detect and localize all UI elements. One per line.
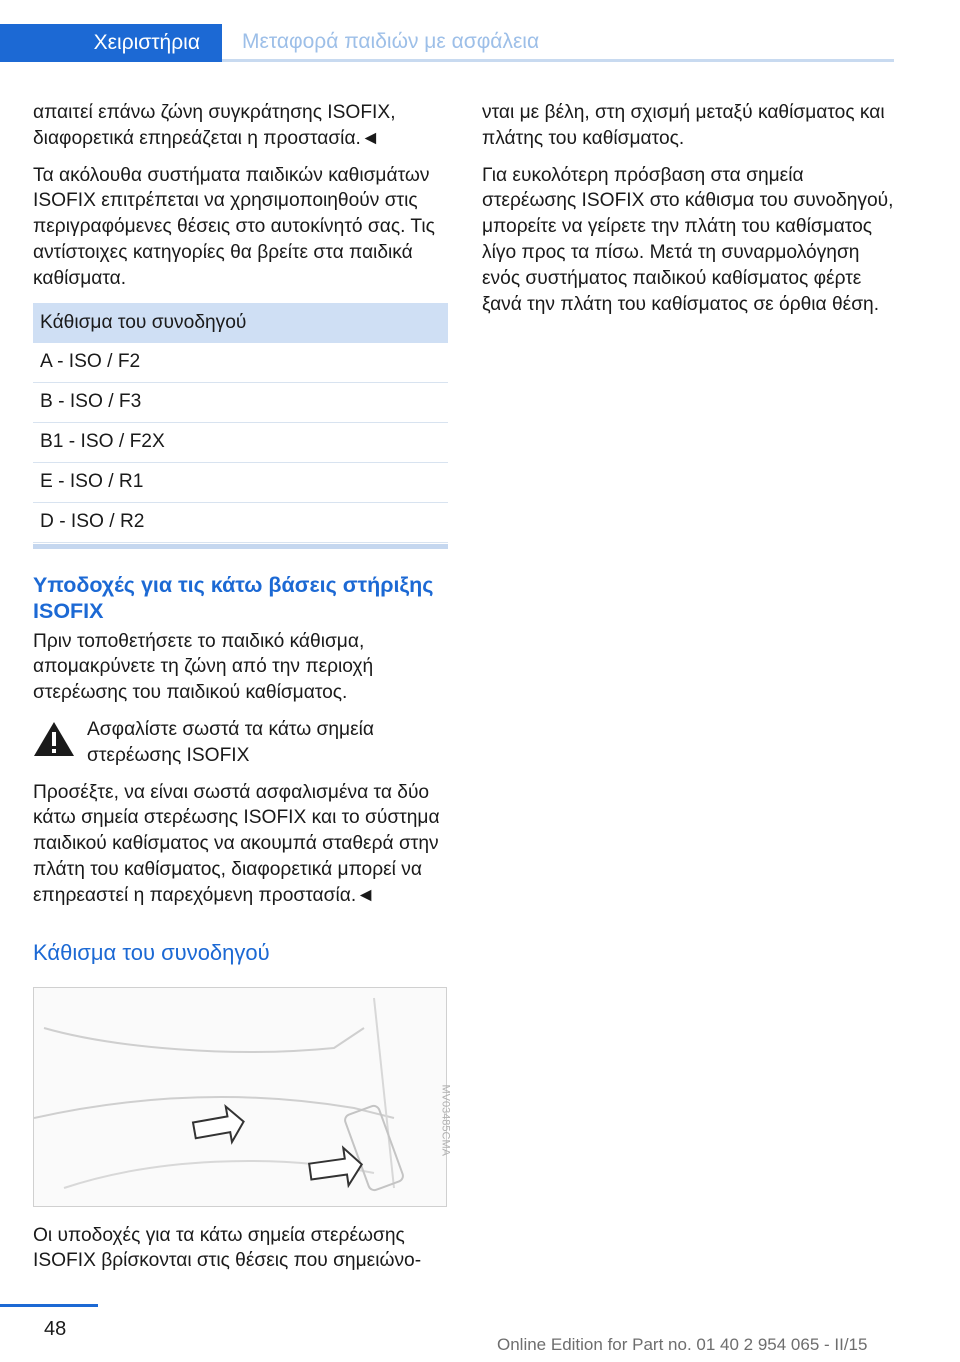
section-heading: Υποδοχές για τις κάτω βάσεις στήριξης ISOFIX [33,572,434,623]
seat-illustration [33,987,452,1207]
paragraph: Οι υποδοχές για τα κάτω σημεία στερέωσης ISOFIX βρίσκονται στις θέσεις που σημειώνο- [33,1224,422,1272]
seat-drawing [34,988,446,1206]
paragraph: νται με βέλη, στη σχισμή μεταξύ καθίσματος και πλάτης του καθίσματος. [482,102,885,149]
table-row: E - ISO / R1 [33,463,448,503]
warning-box [33,717,448,769]
arrow-left-icon [191,1103,246,1147]
section-tab[interactable]: Μεταφορά παιδιών με ασφάλεια [222,24,894,62]
edition-note: Online Edition for Part no. 01 40 2 954 065 - II/15 [497,1335,868,1354]
warning-title: Ασφαλίστε σωστά τα κάτω σημεία στερέωσης ISOFIX [87,718,375,766]
paragraph: Προσέξτε, να είναι σωστά ασφαλισμένα τα δύο κάτω σημεία στερέωσης ISOFIX και το σύστημα παιδικού καθίσματος να ακουμπά σταθερά στην πλάτη του καθίσματος, διαφορετικά μπορεί να επηρεαστεί η παρεχόμενη προστασία.◄ [33,781,440,906]
paragraph: απαιτεί επάνω ζώνη συγκράτησης ISOFIX, διαφορετικά επηρεάζεται η προστασία.◄ [33,102,396,149]
table-header: Κάθισμα του συνοδηγού [33,303,448,343]
paragraph: Τα ακόλουθα συστήματα παιδικών καθισμάτων ISOFIX επιτρέπεται να χρησιμοποιηθούν στις περιγραφόμενες θέσεις στο αυτοκίνητό σας. Τις αντίστοιχες κατηγορίες θα βρείτε στα παιδικά καθίσματα. [33,164,435,289]
paragraph: Πριν τοποθετήσετε το παιδικό κάθισμα, απομακρύνετε τη ζώνη από την περιοχή στερέωσης του παιδικού καθίσματος. [33,630,374,704]
table-row: D - ISO / R2 [33,503,448,543]
table-row: A - ISO / F2 [33,343,448,383]
subheading: Κάθισμα του συνοδηγού [33,939,270,965]
isofix-table [33,303,448,549]
table-end-bar [33,544,448,549]
warning-triangle-icon [33,721,75,757]
footer-accent-line [0,1304,98,1307]
figure-code: MV03485CMA [440,1084,452,1156]
left-column [33,100,452,1285]
paragraph: Για ευκολότερη πρόσβαση στα σημεία στερέωσης ISOFIX στο κάθισμα του συνοδηγού, μπορείτε να γείρετε την πλάτη του καθίσματος λίγο προς τα πίσω. Μετά τη συναρμολόγηση ενός συστήματος παιδικού καθίσματος φέρτε ξανά την πλάτη του καθίσματος σε όρθια θέση. [482,164,894,315]
page-header [0,0,960,62]
page-number: 48 [44,1318,67,1340]
table-row: B1 - ISO / F2X [33,423,448,463]
right-column [482,100,894,328]
table-row: B - ISO / F3 [33,383,448,423]
chapter-tab[interactable]: Χειριστήρια [0,24,222,62]
